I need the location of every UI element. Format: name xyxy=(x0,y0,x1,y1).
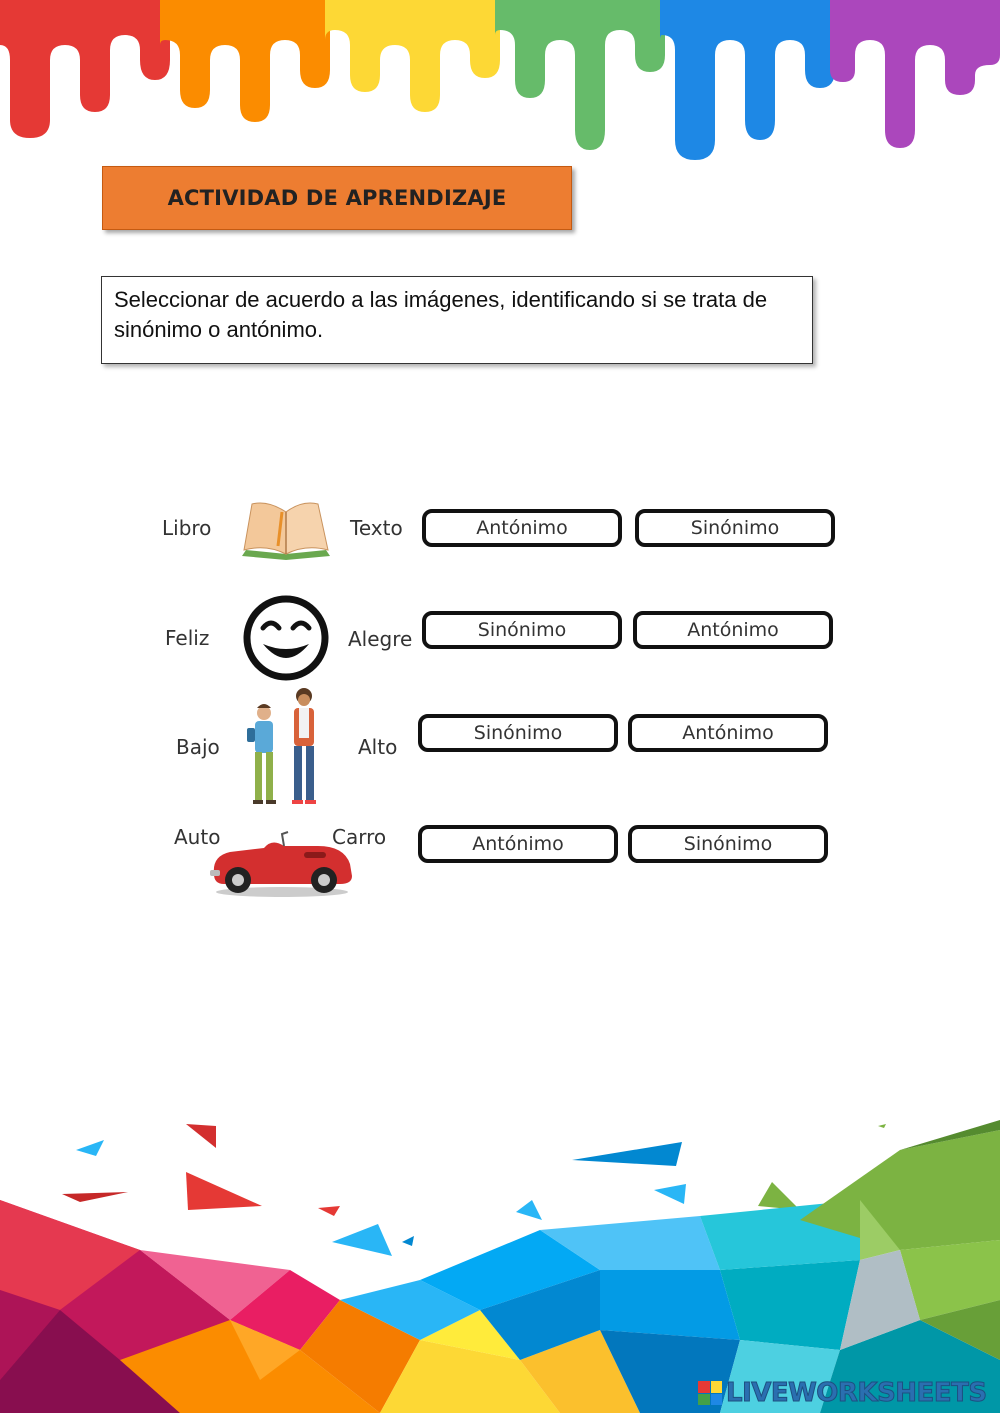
instructions-text: Seleccionar de acuerdo a las imágenes, identificando si se trata de sinónimo o antónimo. xyxy=(114,287,768,342)
book-icon xyxy=(238,498,334,564)
row3-right-word: Alto xyxy=(358,735,398,759)
row2-left-word: Feliz xyxy=(165,626,210,650)
row1-right-word: Texto xyxy=(350,516,403,540)
row1-left-word: Libro xyxy=(162,516,212,540)
row4-left-word: Auto xyxy=(174,825,221,849)
liveworksheets-wordmark: LIVEWORKSHEETS xyxy=(726,1378,987,1408)
activity-title: ACTIVIDAD DE APRENDIZAJE xyxy=(167,186,507,210)
row4-right-word: Carro xyxy=(332,825,387,849)
row3-option-sinonimo[interactable]: Sinónimo xyxy=(418,714,618,752)
instructions-box xyxy=(101,276,813,364)
row1-option-sinonimo[interactable]: Sinónimo xyxy=(635,509,835,547)
liveworksheets-logo-icon xyxy=(698,1381,722,1405)
row3-left-word: Bajo xyxy=(176,735,220,759)
row2-option-sinonimo[interactable]: Sinónimo xyxy=(422,611,622,649)
row4-option-antonimo[interactable]: Antónimo xyxy=(418,825,618,863)
activity-title-banner xyxy=(102,166,572,230)
row2-right-word: Alegre xyxy=(348,627,413,651)
row2-option-antonimo[interactable]: Antónimo xyxy=(633,611,833,649)
liveworksheets-brand xyxy=(698,1378,987,1408)
bottom-geometric-decoration xyxy=(0,1120,1000,1413)
two-boys-icon xyxy=(243,686,323,808)
row3-option-antonimo[interactable]: Antónimo xyxy=(628,714,828,752)
top-paint-drips-decoration xyxy=(0,0,1000,170)
smiley-icon xyxy=(241,594,331,682)
red-car-icon xyxy=(208,830,356,898)
row4-option-sinonimo[interactable]: Sinónimo xyxy=(628,825,828,863)
row1-option-antonimo[interactable]: Antónimo xyxy=(422,509,622,547)
